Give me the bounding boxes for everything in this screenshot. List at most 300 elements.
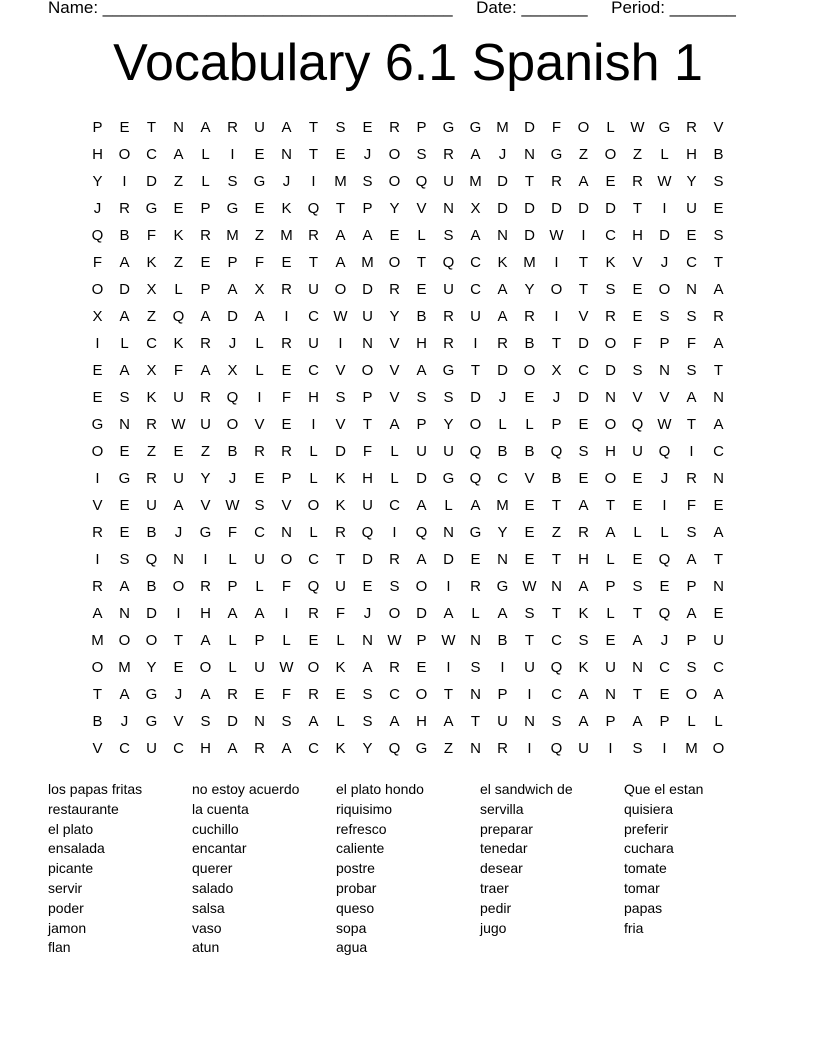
grid-letter: K: [173, 335, 184, 352]
grid-letter: M: [469, 173, 482, 190]
grid-letter: V: [281, 497, 292, 514]
grid-letter: P: [416, 632, 427, 649]
grid-letter: I: [500, 659, 505, 676]
grid-letter: B: [497, 632, 508, 649]
grid-letter: A: [227, 281, 238, 298]
grid-letter: T: [173, 632, 184, 649]
grid-letter: H: [200, 740, 211, 757]
grid-letter: E: [713, 200, 724, 217]
grid-letter: V: [92, 497, 103, 514]
grid-letter: Z: [200, 443, 211, 460]
word-list-item: vaso: [192, 919, 222, 936]
grid-letter: U: [362, 497, 373, 514]
grid-letter: Q: [307, 578, 320, 595]
grid-letter: O: [91, 281, 104, 298]
grid-letter: T: [686, 416, 697, 433]
grid-letter: I: [689, 443, 694, 460]
grid-letter: I: [446, 578, 451, 595]
grid-letter: I: [527, 740, 532, 757]
grid-letter: A: [497, 281, 508, 298]
grid-letter: R: [497, 740, 508, 757]
grid-letter: U: [173, 389, 184, 406]
word-list-item: fria: [624, 919, 644, 936]
grid-letter: T: [551, 335, 562, 352]
grid-letter: E: [632, 551, 643, 568]
grid-letter: Y: [443, 416, 454, 433]
grid-letter: O: [388, 173, 401, 190]
grid-letter: A: [200, 362, 211, 379]
grid-letter: V: [713, 119, 724, 136]
grid-letter: G: [658, 119, 671, 136]
grid-letter: T: [335, 551, 346, 568]
grid-letter: U: [254, 659, 265, 676]
grid-letter: T: [308, 254, 319, 271]
grid-letter: O: [307, 497, 320, 514]
grid-letter: Y: [497, 524, 508, 541]
word-list-item: picante: [48, 860, 94, 877]
grid-letter: S: [200, 713, 211, 730]
grid-letter: A: [578, 173, 589, 190]
word-list-item: preparar: [480, 820, 533, 837]
grid-letter: A: [470, 146, 481, 163]
word-list-item: poder: [48, 899, 84, 916]
grid-letter: T: [632, 605, 643, 622]
grid-letter: P: [92, 119, 103, 136]
grid-letter: I: [662, 200, 667, 217]
grid-letter: T: [551, 497, 562, 514]
grid-letter: O: [388, 605, 401, 622]
grid-letter: L: [309, 524, 318, 541]
grid-letter: T: [92, 686, 103, 703]
grid-letter: A: [200, 308, 211, 325]
grid-letter: S: [227, 173, 238, 190]
grid-letter: T: [470, 713, 481, 730]
grid-letter: E: [254, 686, 265, 703]
grid-letter: A: [227, 740, 238, 757]
date-label: Date: _______: [476, 0, 588, 17]
grid-letter: M: [280, 227, 293, 244]
grid-letter: I: [662, 497, 667, 514]
grid-letter: V: [254, 416, 265, 433]
grid-letter: L: [687, 713, 696, 730]
grid-letter: C: [308, 740, 319, 757]
grid-letter: E: [605, 173, 616, 190]
grid-letter: A: [443, 713, 454, 730]
grid-letter: O: [388, 146, 401, 163]
grid-letter: P: [551, 416, 562, 433]
grid-letter: P: [686, 632, 697, 649]
grid-letter: F: [254, 254, 265, 271]
grid-letter: V: [92, 740, 103, 757]
grid-letter: F: [173, 362, 184, 379]
grid-letter: W: [279, 659, 294, 676]
grid-letter: R: [308, 605, 319, 622]
grid-letter: F: [281, 389, 292, 406]
grid-letter: E: [686, 227, 697, 244]
word-list-item: agua: [336, 939, 368, 956]
grid-letter: K: [146, 254, 157, 271]
word-list-column: [336, 780, 480, 958]
grid-letter: O: [226, 416, 239, 433]
grid-letter: P: [200, 200, 211, 217]
grid-letter: Z: [551, 524, 562, 541]
grid-letter: K: [173, 227, 184, 244]
word-list-item: tomate: [624, 860, 667, 877]
grid-letter: E: [335, 146, 346, 163]
grid-letter: L: [390, 443, 399, 460]
grid-letter: N: [470, 686, 481, 703]
grid-letter: M: [226, 227, 239, 244]
grid-letter: E: [524, 551, 535, 568]
grid-letter: Q: [631, 416, 644, 433]
grid-letter: C: [686, 254, 697, 271]
grid-letter: A: [200, 686, 211, 703]
grid-letter: K: [335, 497, 346, 514]
grid-letter: R: [497, 335, 508, 352]
grid-letter: A: [173, 146, 184, 163]
grid-letter: Q: [550, 740, 563, 757]
grid-letter: C: [173, 740, 184, 757]
grid-letter: L: [714, 713, 723, 730]
grid-letter: S: [686, 524, 697, 541]
grid-letter: G: [442, 119, 455, 136]
grid-letter: W: [333, 308, 348, 325]
grid-letter: R: [686, 470, 697, 487]
grid-letter: L: [201, 173, 210, 190]
grid-letter: C: [470, 254, 481, 271]
grid-letter: L: [336, 713, 345, 730]
grid-letter: P: [281, 470, 292, 487]
grid-letter: Y: [389, 200, 400, 217]
grid-letter: J: [228, 470, 237, 487]
grid-letter: N: [713, 389, 724, 406]
grid-letter: H: [308, 389, 319, 406]
grid-letter: D: [146, 173, 157, 190]
grid-letter: L: [606, 551, 615, 568]
grid-letter: Q: [388, 740, 401, 757]
grid-letter: S: [335, 119, 346, 136]
grid-letter: J: [660, 470, 669, 487]
grid-letter: T: [551, 605, 562, 622]
grid-letter: F: [146, 227, 157, 244]
grid-letter: X: [470, 200, 481, 217]
grid-letter: S: [578, 632, 589, 649]
grid-letter: N: [497, 551, 508, 568]
grid-letter: G: [469, 119, 482, 136]
grid-letter: E: [119, 497, 130, 514]
grid-letter: O: [280, 551, 293, 568]
grid-letter: S: [470, 659, 481, 676]
grid-letter: N: [281, 146, 292, 163]
word-list-item: restaurante: [48, 800, 119, 817]
grid-letter: P: [605, 713, 616, 730]
grid-letter: C: [551, 632, 562, 649]
word-list-item: caliente: [336, 840, 385, 857]
grid-letter: K: [335, 740, 346, 757]
grid-letter: A: [632, 713, 643, 730]
grid-letter: B: [227, 443, 238, 460]
grid-letter: R: [200, 227, 211, 244]
grid-letter: I: [257, 389, 262, 406]
grid-letter: J: [498, 389, 507, 406]
grid-letter: B: [416, 308, 427, 325]
grid-letter: O: [199, 659, 212, 676]
grid-letter: D: [146, 605, 157, 622]
grid-letter: I: [284, 308, 289, 325]
grid-letter: S: [281, 713, 292, 730]
grid-letter: G: [145, 686, 158, 703]
grid-letter: N: [605, 686, 616, 703]
word-list-item: tomar: [624, 879, 660, 896]
grid-letter: H: [686, 146, 697, 163]
grid-letter: D: [578, 335, 589, 352]
grid-letter: T: [632, 686, 643, 703]
grid-letter: N: [362, 335, 373, 352]
grid-letter: T: [713, 362, 724, 379]
grid-letter: T: [146, 119, 157, 136]
grid-letter: E: [362, 578, 373, 595]
word-list: [48, 780, 768, 958]
grid-letter: I: [311, 173, 316, 190]
word-list-column: [480, 780, 624, 958]
grid-letter: U: [686, 200, 697, 217]
grid-letter: Q: [658, 605, 671, 622]
grid-letter: C: [389, 686, 400, 703]
grid-letter: W: [657, 173, 672, 190]
grid-letter: A: [119, 308, 130, 325]
grid-letter: J: [363, 146, 372, 163]
grid-letter: R: [227, 686, 238, 703]
grid-letter: A: [416, 497, 427, 514]
grid-letter: W: [549, 227, 564, 244]
grid-letter: A: [173, 497, 184, 514]
grid-letter: H: [362, 470, 373, 487]
grid-letter: X: [254, 281, 265, 298]
grid-letter: Y: [362, 740, 373, 757]
grid-letter: N: [686, 281, 697, 298]
grid-letter: L: [255, 335, 264, 352]
grid-letter: M: [334, 173, 347, 190]
word-list-item: preferir: [624, 820, 669, 837]
grid-letter: A: [578, 578, 589, 595]
grid-letter: K: [578, 605, 589, 622]
grid-letter: L: [228, 632, 237, 649]
grid-letter: A: [227, 605, 238, 622]
grid-letter: V: [173, 713, 184, 730]
grid-letter: P: [254, 632, 265, 649]
grid-letter: K: [281, 200, 292, 217]
grid-letter: I: [95, 470, 100, 487]
grid-letter: U: [713, 632, 724, 649]
grid-letter: P: [605, 578, 616, 595]
grid-letter: E: [281, 254, 292, 271]
grid-letter: U: [173, 470, 184, 487]
grid-letter: A: [713, 524, 724, 541]
grid-letter: E: [335, 686, 346, 703]
grid-letter: R: [389, 551, 400, 568]
grid-letter: E: [119, 119, 130, 136]
grid-letter: E: [632, 281, 643, 298]
grid-letter: S: [686, 362, 697, 379]
grid-letter: S: [686, 659, 697, 676]
grid-letter: P: [227, 254, 238, 271]
word-list-item: riquisimo: [336, 800, 393, 817]
grid-letter: W: [171, 416, 186, 433]
grid-letter: C: [551, 686, 562, 703]
grid-letter: D: [470, 389, 481, 406]
word-list-item: queso: [336, 899, 375, 916]
grid-letter: A: [119, 578, 130, 595]
grid-letter: M: [496, 119, 509, 136]
grid-letter: C: [308, 362, 319, 379]
grid-letter: L: [498, 416, 507, 433]
grid-letter: L: [255, 578, 264, 595]
grid-letter: J: [552, 389, 561, 406]
grid-letter: T: [524, 632, 535, 649]
grid-letter: O: [361, 362, 374, 379]
grid-letter: R: [281, 281, 292, 298]
grid-letter: E: [713, 497, 724, 514]
grid-letter: L: [660, 524, 669, 541]
grid-letter: G: [442, 362, 455, 379]
grid-letter: D: [524, 119, 535, 136]
grid-letter: F: [686, 335, 697, 352]
grid-letter: D: [659, 227, 670, 244]
grid-letter: L: [444, 497, 453, 514]
grid-letter: O: [145, 632, 158, 649]
grid-letter: I: [446, 659, 451, 676]
grid-letter: A: [119, 254, 130, 271]
word-list-item: cuchillo: [192, 820, 239, 837]
word-list-item: flan: [48, 939, 71, 956]
grid-letter: A: [389, 416, 400, 433]
grid-letter: R: [119, 200, 130, 217]
grid-letter: T: [551, 551, 562, 568]
grid-letter: P: [659, 335, 670, 352]
grid-letter: R: [389, 281, 400, 298]
word-list-item: pedir: [480, 899, 512, 916]
grid-letter: R: [92, 524, 103, 541]
grid-letter: I: [176, 605, 181, 622]
grid-letter: R: [443, 146, 454, 163]
grid-letter: A: [200, 119, 211, 136]
grid-letter: O: [118, 632, 131, 649]
word-list-item: quisiera: [624, 800, 674, 817]
grid-letter: R: [578, 524, 589, 541]
grid-letter: S: [362, 713, 373, 730]
grid-letter: E: [632, 308, 643, 325]
grid-letter: A: [470, 497, 481, 514]
grid-letter: E: [281, 416, 292, 433]
grid-letter: I: [608, 740, 613, 757]
word-list-item: querer: [192, 860, 233, 877]
grid-letter: P: [497, 686, 508, 703]
word-list-item: postre: [336, 860, 375, 877]
grid-letter: E: [254, 470, 265, 487]
word-list-item: salsa: [192, 899, 225, 916]
grid-letter: A: [389, 713, 400, 730]
grid-letter: N: [551, 578, 562, 595]
grid-letter: F: [551, 119, 562, 136]
grid-letter: S: [713, 227, 724, 244]
grid-letter: R: [443, 308, 454, 325]
grid-letter: G: [145, 200, 158, 217]
grid-letter: G: [469, 524, 482, 541]
grid-letter: Q: [550, 659, 563, 676]
grid-letter: Q: [469, 470, 482, 487]
grid-letter: A: [713, 281, 724, 298]
grid-letter: A: [578, 497, 589, 514]
grid-letter: H: [416, 335, 427, 352]
grid-letter: L: [633, 524, 642, 541]
grid-letter: J: [660, 632, 669, 649]
grid-letter: U: [605, 659, 616, 676]
grid-letter: T: [578, 254, 589, 271]
grid-letter: S: [416, 389, 427, 406]
grid-letter: B: [524, 335, 535, 352]
grid-letter: G: [496, 578, 509, 595]
grid-letter: R: [605, 308, 616, 325]
grid-letter: J: [174, 524, 183, 541]
grid-letter: S: [632, 740, 643, 757]
grid-letter: D: [497, 362, 508, 379]
grid-letter: E: [416, 659, 427, 676]
grid-letter: S: [686, 308, 697, 325]
grid-letter: O: [604, 416, 617, 433]
grid-letter: A: [578, 713, 589, 730]
grid-letter: S: [362, 173, 373, 190]
grid-letter: A: [335, 227, 346, 244]
grid-letter: N: [524, 146, 535, 163]
grid-letter: L: [120, 335, 129, 352]
grid-letter: R: [308, 227, 319, 244]
grid-letter: N: [659, 362, 670, 379]
grid-letter: I: [473, 335, 478, 352]
grid-letter: K: [335, 659, 346, 676]
grid-letter: W: [630, 119, 645, 136]
grid-letter: R: [200, 389, 211, 406]
grid-letter: U: [632, 443, 643, 460]
word-list-item: el sandwich de: [480, 781, 573, 797]
grid-letter: A: [713, 416, 724, 433]
period-label: Period: _______: [611, 0, 736, 17]
grid-letter: V: [389, 335, 400, 352]
grid-letter: I: [554, 308, 559, 325]
grid-letter: O: [604, 470, 617, 487]
grid-letter: A: [92, 605, 103, 622]
grid-letter: O: [712, 740, 725, 757]
grid-letter: E: [578, 470, 589, 487]
grid-letter: A: [713, 335, 724, 352]
grid-letter: B: [92, 713, 103, 730]
grid-letter: G: [253, 173, 266, 190]
grid-letter: A: [335, 254, 346, 271]
grid-letter: D: [119, 281, 130, 298]
grid-letter: I: [203, 551, 208, 568]
grid-letter: S: [416, 146, 427, 163]
grid-letter: R: [146, 470, 157, 487]
grid-letter: C: [605, 227, 616, 244]
grid-letter: A: [686, 389, 697, 406]
grid-letter: T: [443, 686, 454, 703]
grid-letter: M: [496, 497, 509, 514]
grid-letter: H: [605, 443, 616, 460]
grid-letter: M: [523, 254, 536, 271]
grid-letter: Q: [226, 389, 239, 406]
grid-letter: B: [146, 524, 157, 541]
grid-letter: N: [173, 119, 184, 136]
grid-letter: D: [416, 470, 427, 487]
